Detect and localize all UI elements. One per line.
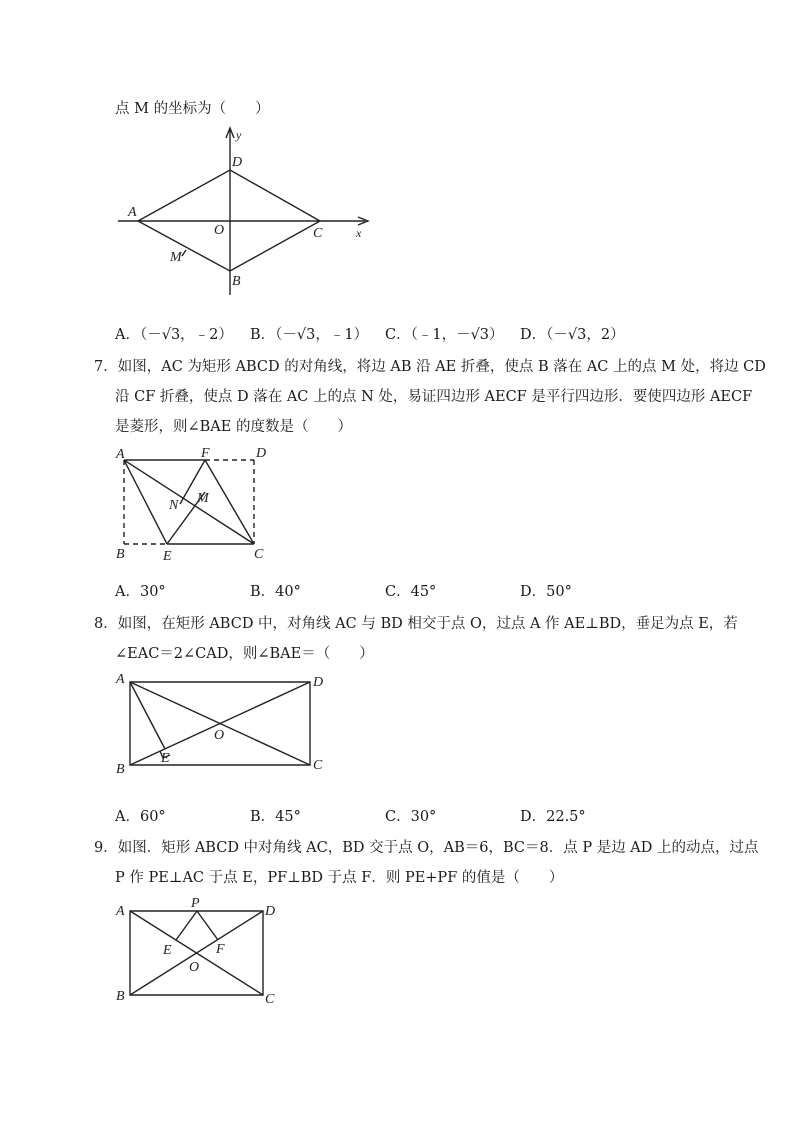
q9-question-line-2: P 作 PE⊥AC 于点 E，PF⊥BD 于点 F．则 PE+PF 的值是（ ） — [115, 870, 564, 886]
q7-option-d[interactable]: D．50° — [520, 584, 572, 600]
q8-option-a[interactable]: A．60° — [115, 809, 166, 825]
q6-label-d: D — [232, 155, 243, 170]
q7-question-line-3: 是菱形，则∠BAE 的度数是（ ） — [115, 419, 352, 435]
q6-option-c[interactable]: C．（﹣1，－√3） — [385, 327, 504, 343]
q9-label-f: F — [216, 942, 225, 957]
q9-perpendicular-pf — [197, 911, 218, 940]
q7-fold-cf — [205, 460, 254, 544]
q8-label-d: D — [313, 675, 324, 690]
q6-option-d[interactable]: D．（－√3，2） — [520, 327, 625, 343]
q8-label-b: B — [116, 762, 125, 777]
q7-label-d: D — [256, 446, 267, 461]
q7-folded-rectangle-figure — [110, 442, 280, 567]
q7-label-n: N — [169, 498, 179, 513]
q7-label-c: C — [254, 547, 264, 562]
q7-option-a[interactable]: A．30° — [115, 584, 166, 600]
q6-option-a[interactable]: A．（－√3，﹣2） — [115, 327, 233, 343]
q6-coordinate-rhombus-figure — [110, 125, 380, 300]
q8-perpendicular-ae — [130, 682, 165, 749]
q9-question-line-1: 9．如图．矩形 ABCD 中对角线 AC，BD 交于点 O，AB＝6，BC＝8．点 P 是边 AD 上的动点，过点 — [94, 840, 759, 856]
q6-label-c: C — [313, 226, 323, 241]
q9-rectangle-figure — [110, 893, 300, 1008]
q8-option-d[interactable]: D．22.5° — [520, 809, 586, 825]
q7-fold-ae — [124, 460, 167, 544]
q9-label-p: P — [191, 896, 200, 911]
q7-label-e: E — [163, 549, 172, 564]
q7-label-b: B — [116, 547, 125, 562]
q7-question-line-1: 7．如图，AC 为矩形 ABCD 的对角线，将边 AB 沿 AE 折叠，使点 B 落在 AC 上的点 M 处，将边 CD — [94, 359, 766, 375]
q9-perpendicular-pe — [176, 911, 197, 940]
q6-question-tail: 点 M 的坐标为（ ） — [115, 101, 270, 117]
q7-label-a: A — [116, 447, 125, 462]
q8-label-a: A — [116, 672, 125, 687]
q9-label-a: A — [116, 904, 125, 919]
q9-label-o: O — [189, 960, 200, 975]
q8-question-line-1: 8．如图，在矩形 ABCD 中，对角线 AC 与 BD 相交于点 O，过点 A 作 AE⊥BD，垂足为点 E，若 — [94, 616, 738, 632]
q6-label-m: M — [170, 250, 182, 265]
q6-label-y: y — [236, 128, 242, 142]
q8-label-o: O — [214, 728, 225, 743]
q9-label-b: B — [116, 989, 125, 1004]
q6-label-b: B — [232, 274, 241, 289]
q8-option-c[interactable]: C．30° — [385, 809, 437, 825]
q7-label-m: M — [197, 491, 209, 506]
q9-label-c: C — [265, 992, 275, 1007]
q7-question-line-2: 沿 CF 折叠，使点 D 落在 AC 上的点 N 处，易证四边形 AECF 是平行四边形．要使四边形 AECF — [115, 389, 753, 405]
q6-label-a: A — [128, 205, 137, 220]
q6-option-b[interactable]: B．（－√3，﹣1） — [250, 327, 369, 343]
q9-label-e: E — [163, 943, 172, 958]
q8-label-e: E — [161, 751, 170, 766]
q9-label-d: D — [265, 904, 276, 919]
q7-diagonal-ac — [124, 460, 254, 544]
q6-label-o: O — [214, 223, 225, 238]
q7-label-f: F — [201, 446, 210, 461]
q8-question-line-2: ∠EAC＝2∠CAD，则∠BAE＝（ ） — [115, 646, 374, 662]
q6-label-x: x — [356, 226, 362, 240]
q8-label-c: C — [313, 758, 323, 773]
q7-option-c[interactable]: C．45° — [385, 584, 437, 600]
q8-option-b[interactable]: B．45° — [250, 809, 301, 825]
q8-rectangle-figure — [110, 668, 340, 778]
q6-point-m-mark — [182, 250, 186, 256]
q7-option-b[interactable]: B．40° — [250, 584, 301, 600]
